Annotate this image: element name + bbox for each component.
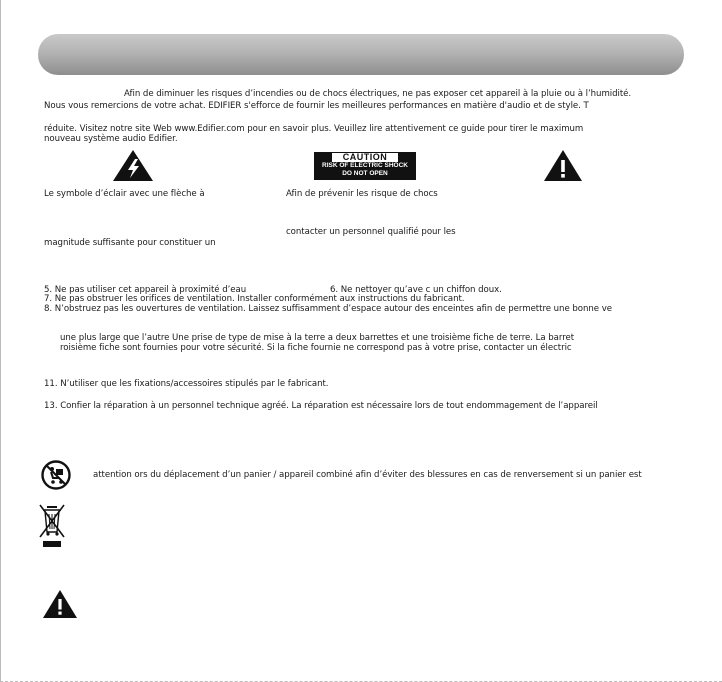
intro-line-2: Nous vous remercions de votre achat. EDIFIER s'efforce de fournir les meilleures performances en matière d'audio et de style. T	[44, 101, 589, 111]
instruction-9b: roisième fiche sont fournies pour votre sécurité. Si la fiche fournie ne correspond pas à votre prise, contacter un électric	[60, 343, 572, 353]
caution-line-1: RISK OF ELECTRIC SHOCK	[322, 162, 408, 169]
weee-crossed-bin-icon	[38, 503, 66, 549]
symbol-col1-line1: Le symbole d’éclair avec une flèche à	[44, 189, 205, 199]
cart-tipover-icon	[41, 460, 71, 490]
exclamation-warning-icon	[543, 149, 583, 182]
header-bar	[38, 34, 684, 75]
instruction-6: 6. Ne nettoyer qu’ave c un chiffon doux.	[330, 285, 502, 295]
intro-line-3: réduite. Visitez notre site Web www.Edifier.com pour en savoir plus. Veuillez lire attentivement ce guide pour tirer le maximum	[44, 124, 584, 134]
caution-line-2: DO NOT OPEN	[342, 170, 388, 177]
cart-warning-text: attention ors du déplacement d’un panier / appareil combiné afin d’éviter des blessures en cas de renversement si un panier est	[93, 470, 642, 480]
symbol-col1-line2: magnitude suffisante pour constituer un	[44, 238, 216, 248]
intro-line-1: Afin de diminuer les risques d’incendies ou de chocs électriques, ne pas exposer cet appareil à la pluie ou à l’humidité.	[124, 89, 632, 99]
caution-label	[314, 152, 416, 180]
symbol-col2-line2: contacter un personnel qualifié pour les	[286, 227, 456, 237]
intro-line-4: nouveau système audio Edifier.	[44, 134, 178, 144]
lightning-warning-icon	[112, 149, 154, 182]
bottom-warning-icon	[42, 589, 78, 619]
symbol-col2-line1: Afin de prévenir les risque de chocs	[286, 189, 438, 199]
caution-title: CAUTION	[332, 153, 398, 162]
instruction-11: 11. N’utiliser que les fixations/accessoires stipulés par le fabricant.	[44, 379, 329, 389]
instruction-8: 8. N’obstruez pas les ouvertures de ventilation. Laissez suffisamment d’espace autour des enceintes afin de permettre une bonne ve	[44, 304, 612, 314]
instruction-7: 7. Ne pas obstruer les orifices de ventilation. Installer conformément aux instructions du fabricant.	[44, 294, 465, 304]
instruction-9a: une plus large que l’autre Une prise de type de mise à la terre a deux barrettes et une troisième fiche de terre. La barret	[60, 333, 575, 343]
instruction-13: 13. Confier la réparation à un personnel technique agréé. La réparation est nécessaire lors de tout endommagement de l’appareil	[44, 401, 598, 411]
instruction-5: 5. Ne pas utiliser cet appareil à proximité d’eau	[44, 285, 247, 295]
